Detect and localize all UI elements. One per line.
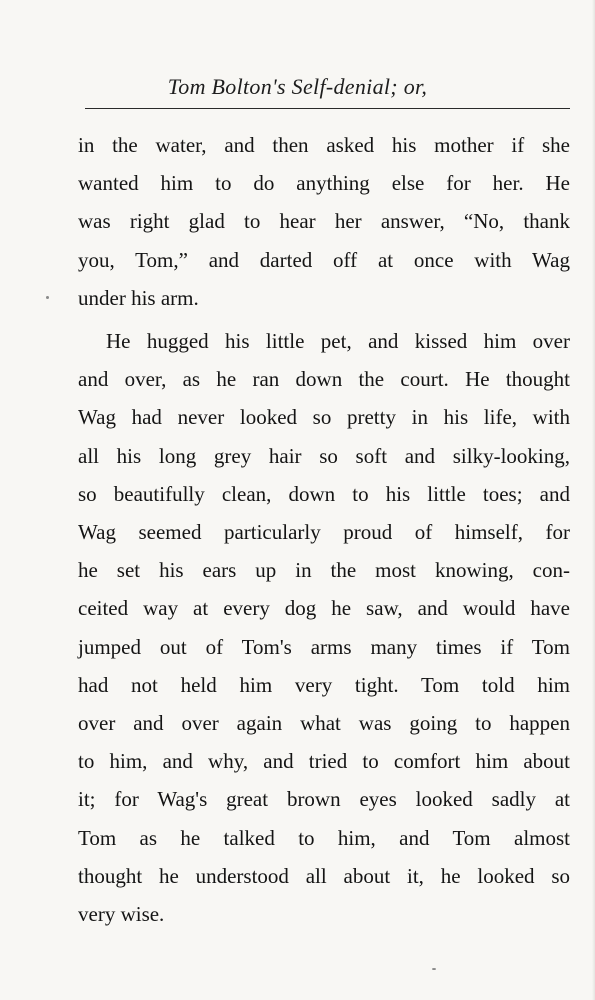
text-line: it; for Wag's great brown eyes looked sadly at [78, 787, 570, 812]
text-line: you, Tom,” and darted off at once with Wag [78, 247, 570, 272]
text-line: very wise. [78, 902, 165, 927]
text-line: thought he understood all about it, he looked so [78, 863, 570, 888]
text-line: wanted him to do anything else for her. He [78, 171, 570, 196]
header-rule [85, 108, 570, 109]
text-line: and over, as he ran down the court. He thought [78, 367, 570, 392]
text-line: ceited way at every dog he saw, and would have [78, 596, 570, 621]
text-line: Wag seemed particularly proud of himself, for [78, 520, 570, 545]
text-line: Tom as he talked to him, and Tom almost [78, 825, 570, 850]
running-header: Tom Bolton's Self-denial; or, [167, 74, 428, 99]
text-line: so beautifully clean, down to his little toes; and [78, 481, 570, 506]
text-line: had not held him very tight. Tom told him [78, 672, 570, 697]
text-line: was right glad to hear her answer, “No, thank [78, 209, 570, 234]
text-line: over and over again what was going to happen [78, 711, 570, 736]
text-line: all his long grey hair so soft and silky-looking, [78, 443, 570, 468]
text-line: jumped out of Tom's arms many times if Tom [78, 634, 570, 659]
text-line: under his arm. [78, 285, 199, 310]
paper-speck [46, 296, 49, 299]
paper-speck [432, 968, 436, 970]
text-line: he set his ears up in the most knowing, con- [78, 558, 570, 583]
text-line: in the water, and then asked his mother if she [78, 133, 570, 157]
text-line: He hugged his little pet, and kissed him over [106, 329, 570, 354]
text-line: to him, and why, and tried to comfort him about [78, 749, 570, 774]
body-text [78, 126, 570, 933]
text-line: Wag had never looked so pretty in his life, with [78, 405, 570, 430]
